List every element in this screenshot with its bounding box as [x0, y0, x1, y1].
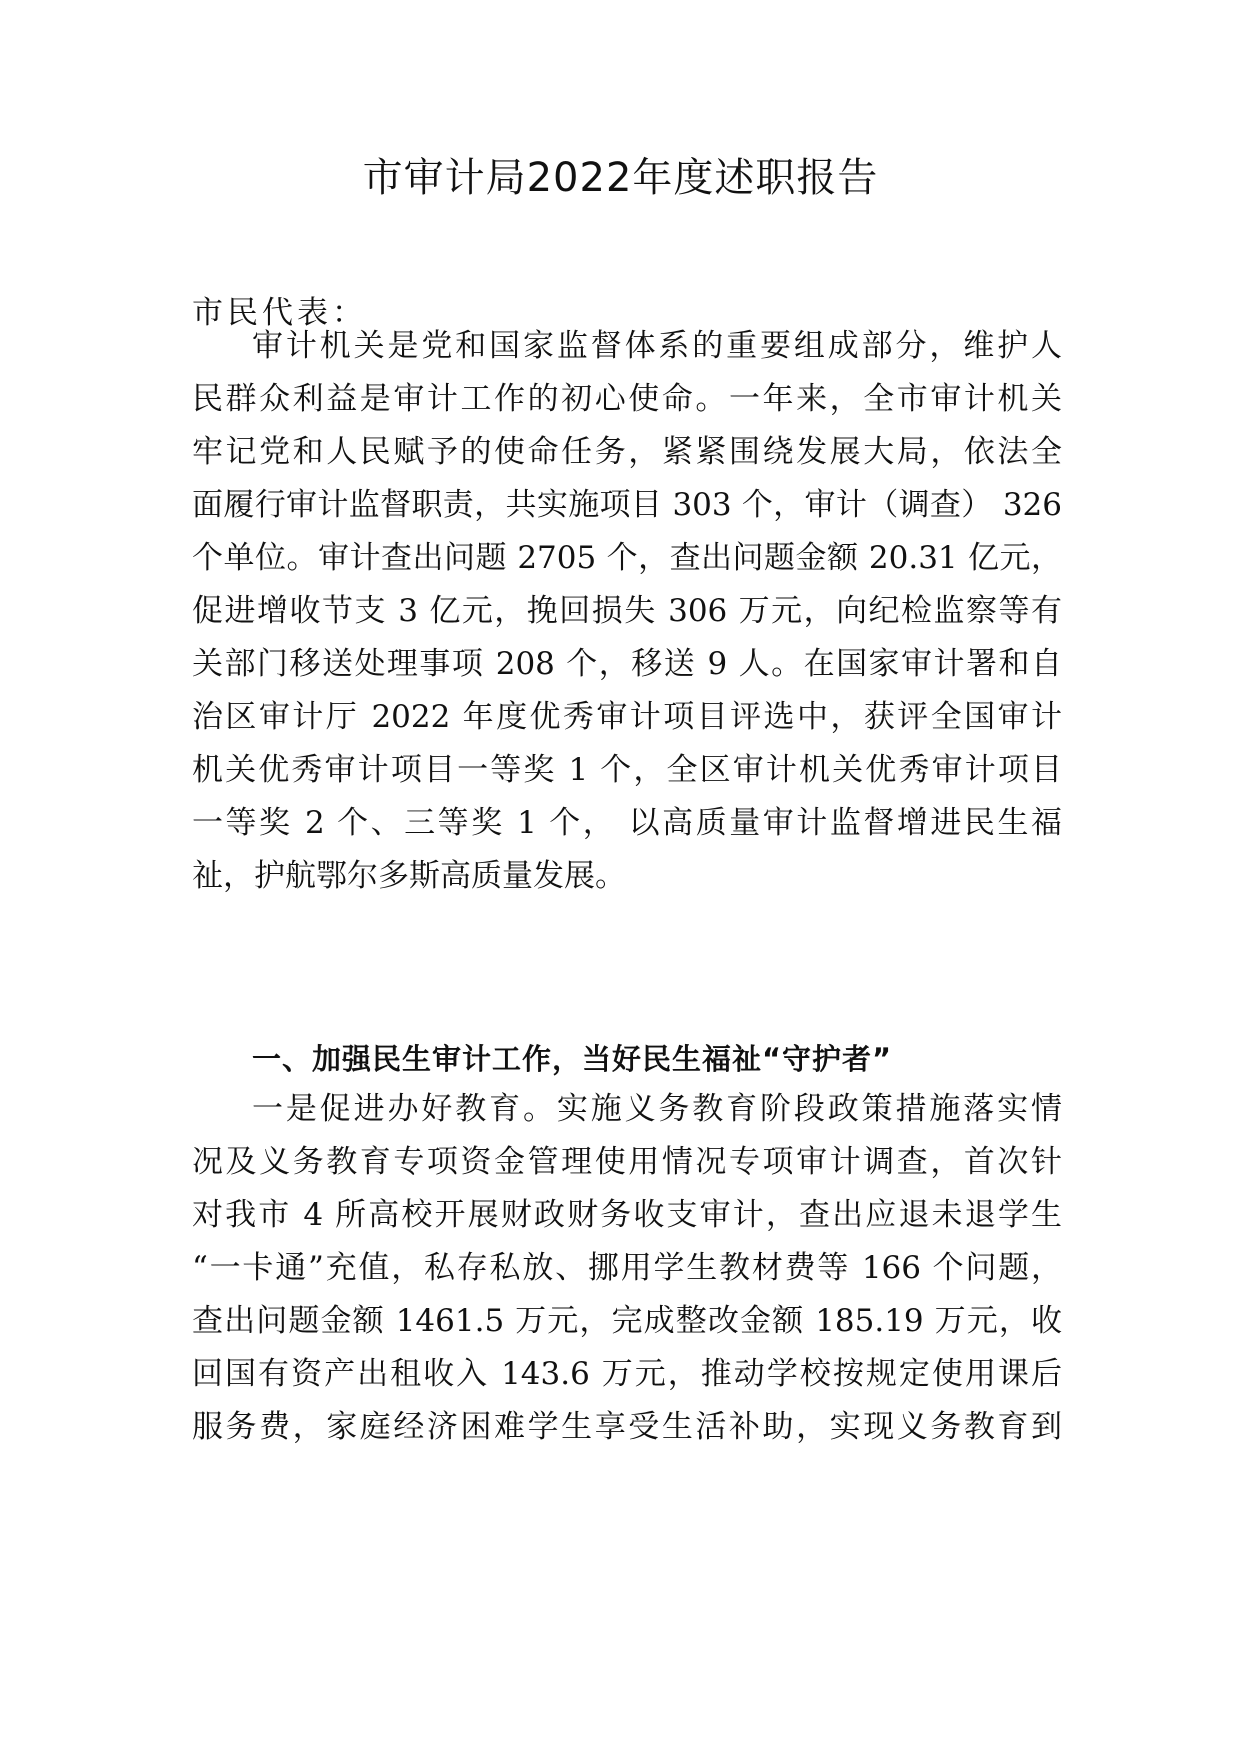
intro-line-6: 促进增收节支 3 亿元，挽回损失 306 万元，向纪检监察等有 — [192, 593, 1062, 629]
intro-line-9: 机关优秀审计项目一等奖 1 个，全区审计机关优秀审计项目 — [192, 752, 1062, 788]
section-line-2: 况及义务教育专项资金管理使用情况专项审计调查，首次针 — [192, 1144, 1062, 1180]
section-line-4: “一卡通”充值，私存私放、挪用学生教材费等 166 个问题， — [192, 1250, 1062, 1286]
intro-line-7: 关部门移送处理事项 208 个，移送 9 人。在国家审计署和自 — [192, 646, 1062, 682]
section-line-3: 对我市 4 所高校开展财政财务收支审计，查出应退未退学生 — [192, 1197, 1062, 1233]
document-title: 市审计局2022年度述职报告 — [362, 155, 879, 201]
salutation: 市民代表： — [192, 295, 367, 331]
section-line-1: 一是促进办好教育。实施义务教育阶段政策措施落实情 — [252, 1091, 1062, 1127]
intro-line-8: 治区审计厅 2022 年度优秀审计项目评选中，获评全国审计 — [192, 699, 1062, 735]
intro-line-5: 个单位。审计查出问题 2705 个，查出问题金额 20.31 亿元， — [192, 540, 1062, 576]
section-heading: 一、加强民生审计工作，当好民生福祉“守护者” — [252, 1042, 893, 1076]
intro-line-11: 祉，护航鄂尔多斯高质量发展。 — [192, 858, 626, 894]
intro-line-10: 一等奖 2 个、三等奖 1 个， 以高质量审计监督增进民生福 — [192, 805, 1062, 841]
section-line-5: 查出问题金额 1461.5 万元，完成整改金额 185.19 万元，收 — [192, 1303, 1062, 1339]
intro-line-2: 民群众利益是审计工作的初心使命。一年来，全市审计机关 — [192, 381, 1062, 417]
section-line-7: 服务费，家庭经济困难学生享受生活补助，实现义务教育到 — [192, 1409, 1062, 1445]
intro-line-4: 面履行审计监督职责，共实施项目 303 个，审计（调查） 326 — [192, 487, 1062, 523]
intro-line-1: 审计机关是党和国家监督体系的重要组成部分，维护人 — [252, 328, 1062, 364]
section-line-6: 回国有资产出租收入 143.6 万元，推动学校按规定使用课后 — [192, 1356, 1062, 1392]
intro-line-3: 牢记党和人民赋予的使命任务，紧紧围绕发展大局，依法全 — [192, 434, 1062, 470]
